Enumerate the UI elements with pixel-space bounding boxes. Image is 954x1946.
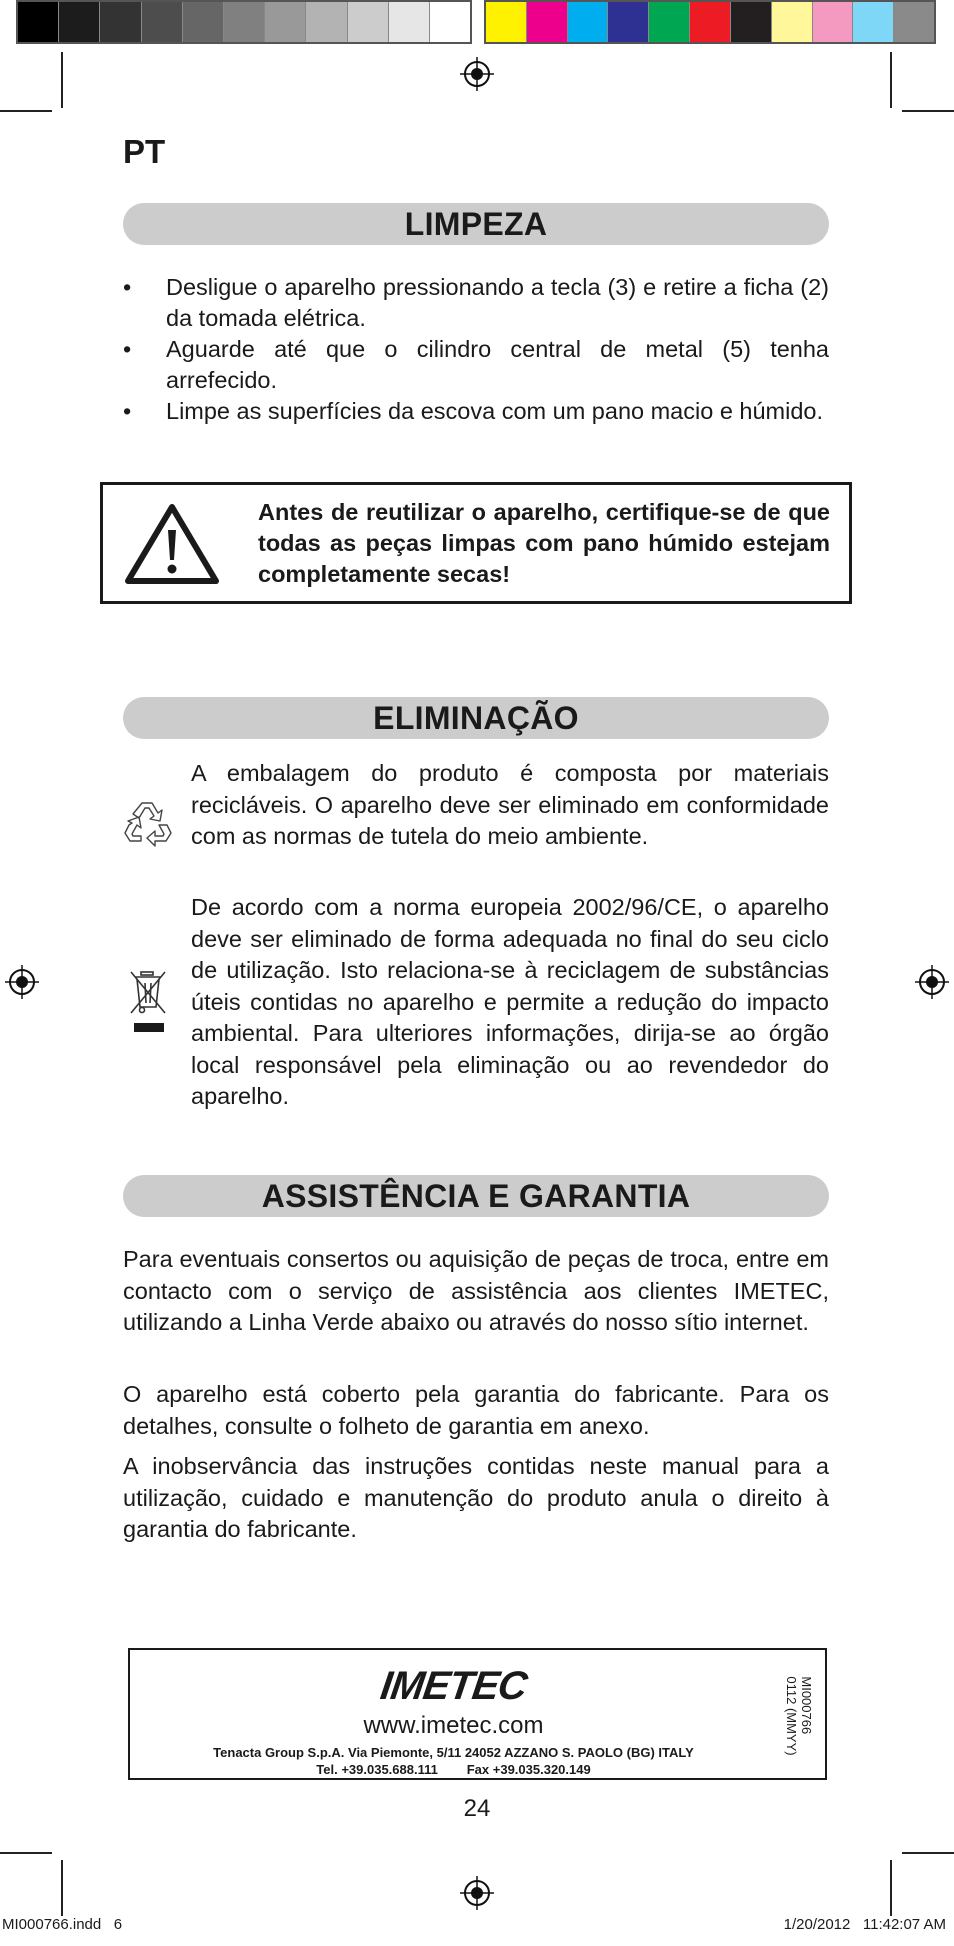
list-item: • Aguarde até que o cilindro central de metal (5) tenha arrefecido.	[123, 334, 829, 396]
registration-mark-icon	[460, 57, 494, 91]
section-heading-warranty: ASSISTÊNCIA E GARANTIA	[123, 1175, 829, 1217]
color-swatch	[527, 2, 568, 42]
cleaning-list	[123, 272, 829, 427]
color-swatch	[265, 2, 306, 42]
doc-code: MI000766	[799, 1676, 814, 1735]
color-swatch	[348, 2, 389, 42]
color-swatch	[568, 2, 609, 42]
registration-mark-icon	[915, 965, 949, 999]
color-swatch	[59, 2, 100, 42]
contact-line: Tel. +39.035.688.111 Fax +39.035.320.149	[316, 1762, 591, 1777]
registration-mark-icon	[460, 1876, 494, 1910]
crossed-bin-icon	[128, 969, 170, 1035]
section-heading-disposal: ELIMINAÇÃO	[123, 697, 829, 739]
brand-logo: IMETEC	[377, 1664, 530, 1708]
date-code: 0112 (MMYY)	[784, 1676, 799, 1756]
language-code: PT	[123, 133, 166, 170]
crop-mark	[61, 1860, 63, 1916]
color-swatch	[142, 2, 183, 42]
manufacturer-box	[128, 1648, 827, 1780]
crop-mark	[0, 110, 52, 112]
section-heading-cleaning: LIMPEZA	[123, 203, 829, 245]
slug-timestamp: 1/20/2012 11:42:07 AM	[783, 1916, 946, 1933]
document-code	[779, 1658, 819, 1774]
color-swatch	[306, 2, 347, 42]
packaging-text: A embalagem do produto é composta por materiais recicláveis. O aparelho deve ser eliminado em conformidade com as normas de tutela do meio ambiente.	[191, 760, 829, 849]
list-item: • Limpe as superfícies da escova com um pano macio e húmido.	[123, 396, 829, 427]
page-number: 24	[463, 1795, 491, 1822]
registration-mark-icon	[5, 965, 39, 999]
warning-text: Antes de reutilizar o aparelho, certifique-se de que todas as peças limpas com pano húmido estejam completamente secas!	[258, 499, 830, 587]
process-color-bar	[484, 0, 936, 44]
warning-triangle-icon	[123, 502, 221, 586]
color-swatch	[430, 2, 470, 42]
color-swatch	[389, 2, 430, 42]
color-swatch	[690, 2, 731, 42]
warranty-paragraph: O aparelho está coberto pela garantia do fabricante. Para os detalhes, consulte o folheto de garantia em anexo.	[123, 1381, 829, 1439]
website-link[interactable]: www.imetec.com	[363, 1712, 544, 1739]
crop-mark	[0, 1852, 52, 1854]
color-swatch	[486, 2, 527, 42]
recycle-icon	[122, 797, 174, 847]
color-swatch	[894, 2, 934, 42]
color-swatch	[731, 2, 772, 42]
company-line: Tenacta Group S.p.A. Via Piemonte, 5/11 24052 AZZANO S. PAOLO (BG) ITALY	[213, 1745, 694, 1760]
crop-mark	[902, 1852, 954, 1854]
company-address	[130, 1744, 777, 1778]
crop-mark	[890, 52, 892, 108]
warning-box	[100, 482, 852, 604]
warranty-paragraph: A inobservância das instruções contidas neste manual para a utilização, cuidado e manutenção do produto anula o direito à garantia do fabricante.	[123, 1453, 829, 1542]
warranty-paragraph: Para eventuais consertos ou aquisição de peças de troca, entre em contacto com o serviço de assistência aos clientes IMETEC, utilizando a Linha Verde abaixo ou através do nosso sítio internet.	[123, 1246, 829, 1335]
color-swatch	[18, 2, 59, 42]
color-swatch	[772, 2, 813, 42]
color-swatch	[813, 2, 854, 42]
list-item: • Desligue o aparelho pressionando a tecla (3) e retire a ficha (2) da tomada elétrica.	[123, 272, 829, 334]
color-swatch	[183, 2, 224, 42]
color-swatch	[100, 2, 141, 42]
weee-text: De acordo com a norma europeia 2002/96/CE, o aparelho deve ser eliminado de forma adequada no final do seu ciclo de utilização. Isto relaciona-se à reciclagem de substâncias úteis contidas no aparelho e permite a redução do impacto ambiental. Para ulteriores informações, dirija-se ao órgão local responsável pela eliminação ou ao revendedor do aparelho.	[191, 894, 829, 1109]
color-swatch	[608, 2, 649, 42]
color-swatch	[224, 2, 265, 42]
crop-mark	[890, 1860, 892, 1916]
crop-mark	[61, 52, 63, 108]
color-swatch	[853, 2, 894, 42]
grayscale-color-bar	[16, 0, 472, 44]
crop-mark	[902, 110, 954, 112]
slug-file: MI000766.indd 6	[2, 1916, 123, 1933]
color-swatch	[649, 2, 690, 42]
